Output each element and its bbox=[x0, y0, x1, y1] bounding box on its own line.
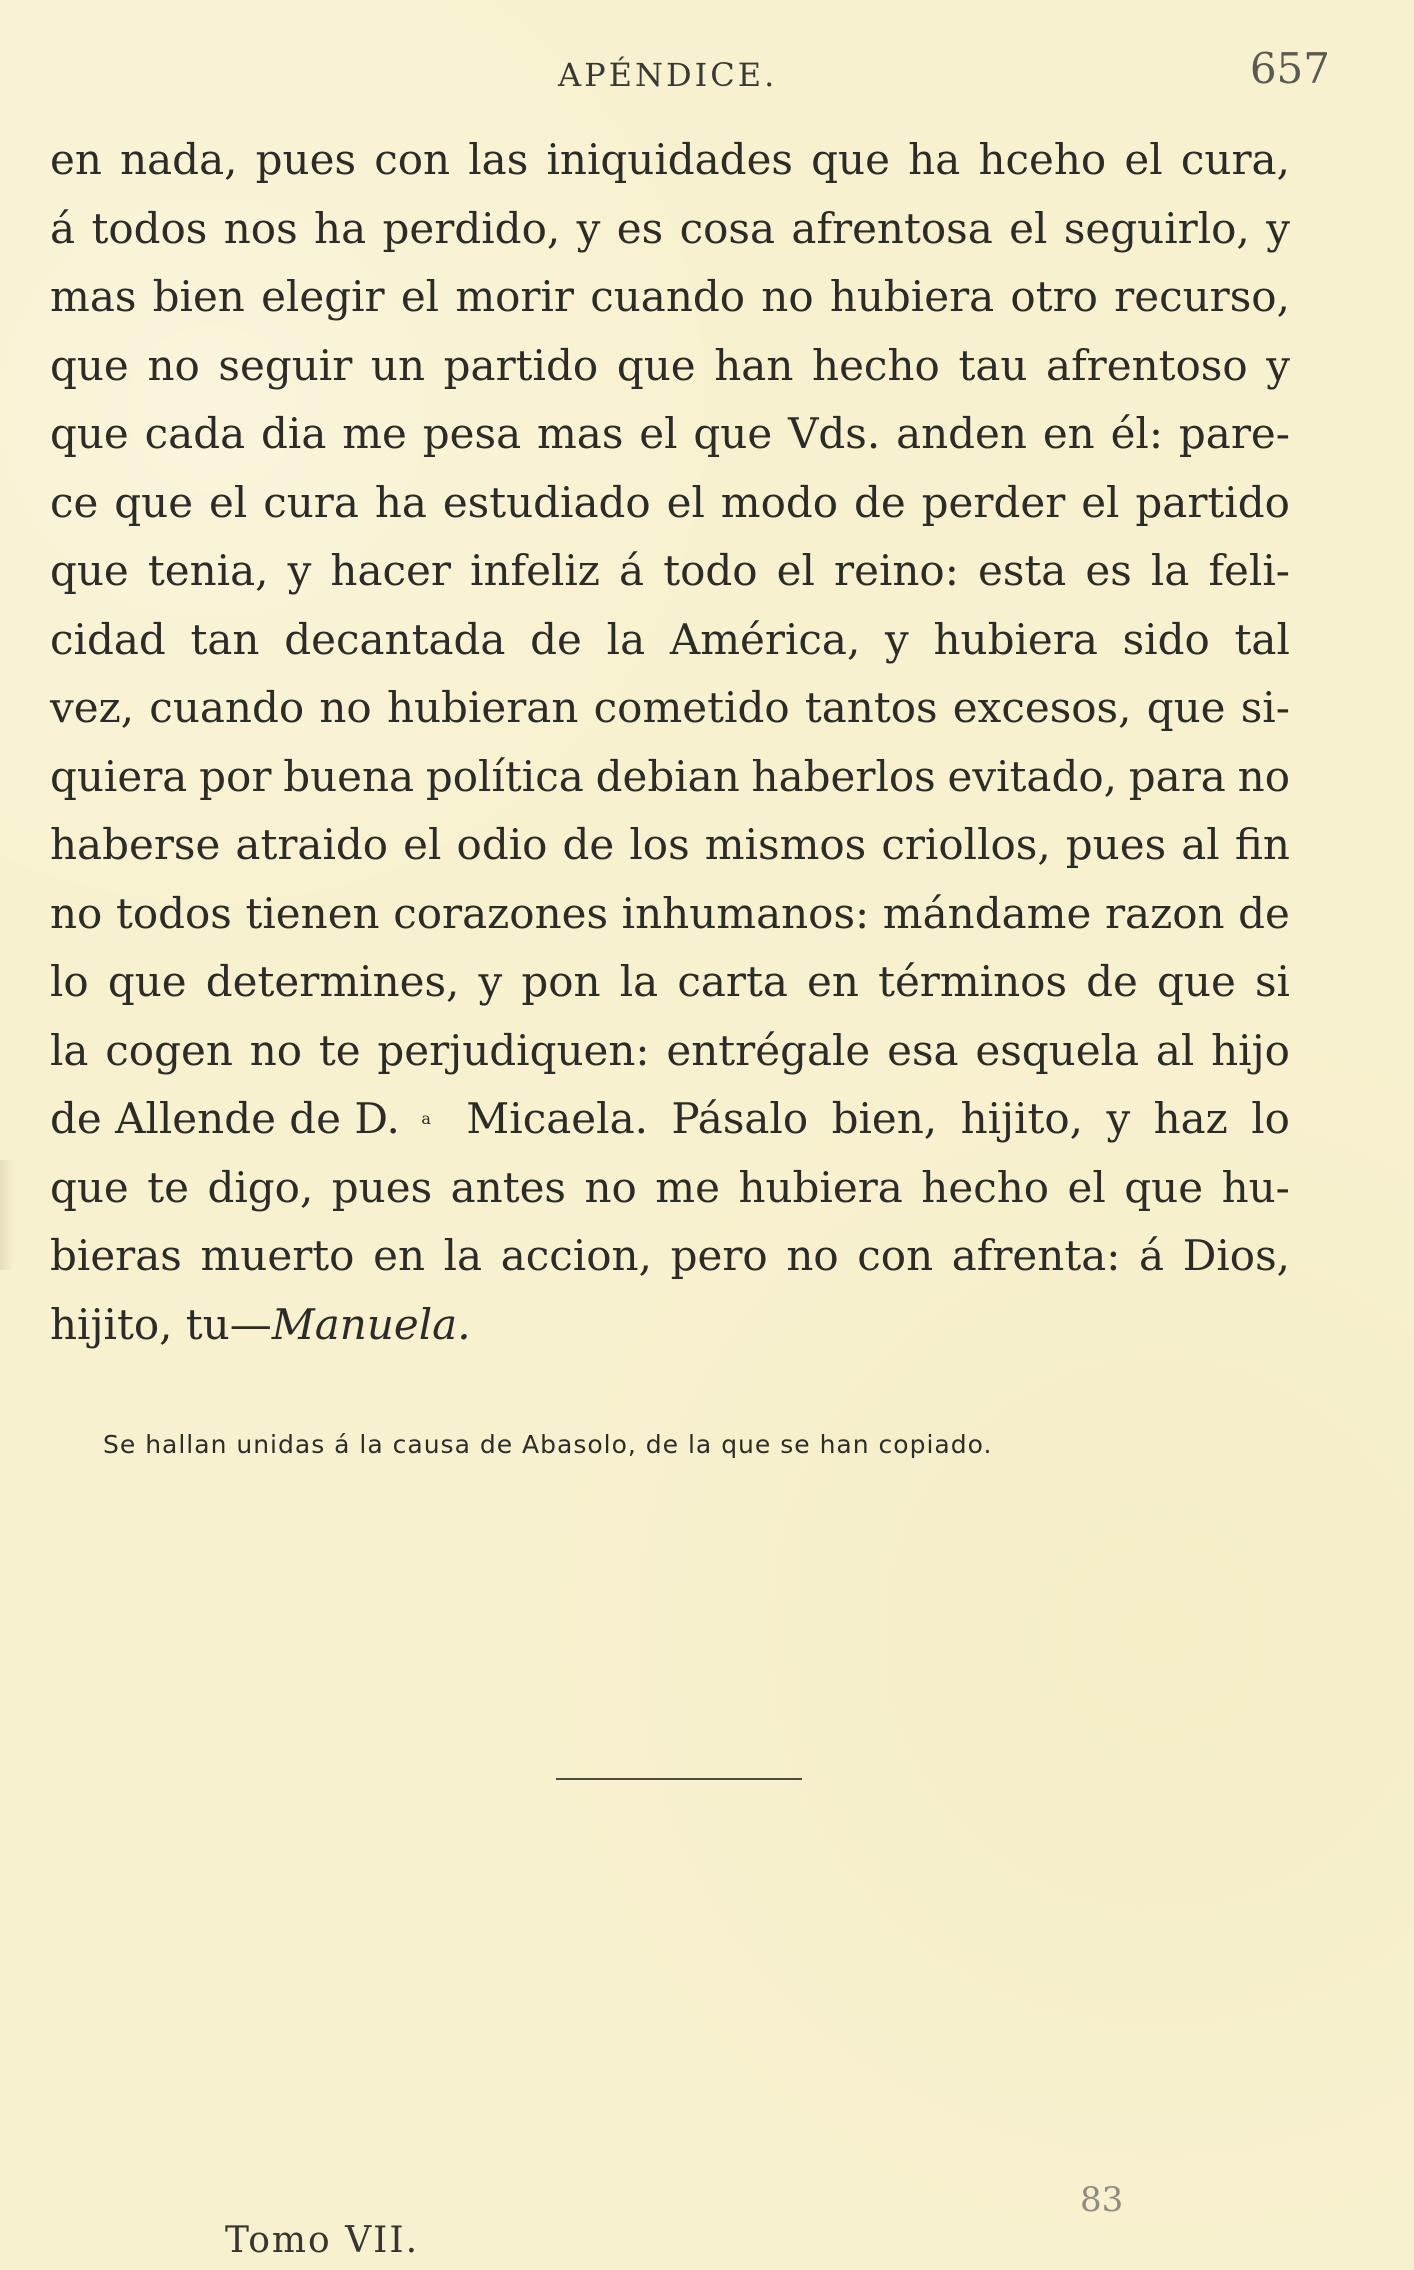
body-word: es bbox=[1085, 546, 1132, 595]
body-word: que bbox=[50, 1162, 129, 1212]
body-line bbox=[50, 126, 1290, 195]
body-word: de bbox=[530, 614, 582, 664]
body-word: inhumanos: bbox=[621, 888, 870, 938]
body-word: lo bbox=[1251, 1094, 1290, 1143]
body-word: y bbox=[478, 957, 503, 1006]
body-word: los bbox=[629, 820, 690, 869]
body-word: él: bbox=[1110, 409, 1164, 458]
body-word: el bbox=[639, 409, 678, 458]
body-word: Pásalo bbox=[671, 1094, 809, 1143]
body-word: no bbox=[147, 340, 200, 390]
body-word: todo bbox=[663, 546, 758, 595]
body-word: no bbox=[761, 272, 814, 321]
body-word: muerto bbox=[200, 1231, 355, 1280]
body-word: hceho bbox=[978, 135, 1107, 184]
body-word: y bbox=[1266, 340, 1290, 390]
body-word: me bbox=[655, 1162, 720, 1212]
body-word: hubiera bbox=[829, 272, 995, 321]
body-word: seguirlo, bbox=[1063, 203, 1250, 253]
body-word: pues bbox=[1065, 820, 1167, 869]
superscript-a: a bbox=[421, 1109, 431, 1128]
body-word: ha bbox=[908, 135, 961, 184]
body-word: con bbox=[374, 135, 451, 184]
body-word: buena bbox=[283, 751, 415, 801]
volume-label: Tomo VII. bbox=[225, 2220, 420, 2261]
body-word: y bbox=[287, 546, 312, 595]
running-title: APÉNDICE. bbox=[558, 56, 778, 94]
body-word: cometido bbox=[593, 683, 790, 732]
body-word: el bbox=[1124, 135, 1163, 184]
body-word: á bbox=[50, 203, 76, 253]
body-word: bien, bbox=[831, 1094, 938, 1143]
body-word: afrentoso bbox=[1046, 340, 1248, 390]
body-word: que bbox=[50, 340, 129, 390]
body-word: ha bbox=[374, 477, 427, 527]
body-word: iniquidades bbox=[546, 135, 793, 184]
body-word: tenia, bbox=[147, 546, 269, 595]
body-line bbox=[50, 332, 1290, 401]
body-word: la bbox=[1150, 546, 1190, 595]
body-word: lo bbox=[50, 957, 89, 1006]
body-word: no bbox=[249, 1025, 303, 1075]
body-word: todos bbox=[91, 203, 208, 253]
body-line bbox=[50, 743, 1290, 812]
body-line bbox=[50, 606, 1290, 675]
body-word: á bbox=[1139, 1231, 1165, 1280]
signature-name: Manuela. bbox=[271, 1299, 471, 1349]
body-word: hacer bbox=[330, 546, 451, 595]
body-word: pues bbox=[331, 1162, 433, 1212]
body-line bbox=[50, 400, 1290, 469]
body-word: es bbox=[616, 203, 664, 253]
body-word: digo, bbox=[207, 1162, 314, 1212]
body-word: y bbox=[1106, 1094, 1131, 1143]
body-word: en bbox=[50, 135, 102, 184]
body-word: corazones bbox=[393, 888, 609, 938]
body-word: afrenta: bbox=[951, 1231, 1121, 1280]
body-word: hecho bbox=[812, 340, 940, 390]
body-word: si- bbox=[1240, 683, 1290, 732]
page-header bbox=[0, 44, 1414, 114]
body-word: esa bbox=[887, 1025, 959, 1075]
body-word: morir bbox=[455, 272, 575, 321]
body-word: hu- bbox=[1221, 1162, 1290, 1212]
body-word: determines, bbox=[205, 957, 460, 1006]
body-line bbox=[50, 811, 1290, 880]
body-word: quiera bbox=[50, 751, 188, 801]
body-word: con bbox=[857, 1231, 934, 1280]
body-word: perdido, bbox=[382, 203, 561, 253]
body-word: haz bbox=[1153, 1094, 1228, 1143]
body-word: en bbox=[373, 1231, 425, 1280]
body-word: no bbox=[50, 888, 103, 938]
body-word: y bbox=[576, 203, 601, 253]
body-word: un bbox=[370, 340, 426, 390]
body-word: la bbox=[443, 1231, 483, 1280]
body-word: tan bbox=[190, 614, 260, 664]
body-word: todos bbox=[115, 888, 232, 938]
body-word: cuando bbox=[590, 272, 746, 321]
source-note: Se hallan unidas á la causa de Abasolo, de la que se han copiado. bbox=[103, 1430, 993, 1459]
body-word: bien bbox=[152, 272, 245, 321]
body-word: afrentosa bbox=[791, 203, 993, 253]
body-word: el bbox=[666, 477, 705, 527]
signature-line bbox=[50, 1291, 1290, 1360]
body-word: criollos, bbox=[881, 820, 1051, 869]
body-word: debian bbox=[595, 751, 740, 801]
body-word: el bbox=[1067, 1162, 1106, 1212]
body-word: el bbox=[403, 820, 442, 869]
body-word: accion, bbox=[500, 1231, 652, 1280]
body-word: no bbox=[584, 1162, 637, 1212]
page-edge-shadow bbox=[0, 1160, 14, 1270]
body-word: de bbox=[562, 820, 615, 869]
body-word: pesa bbox=[422, 409, 522, 458]
body-word: el bbox=[400, 272, 440, 321]
letter-body bbox=[50, 126, 1290, 1359]
body-word: entrégale bbox=[666, 1025, 871, 1075]
body-word: otro bbox=[1010, 272, 1098, 321]
body-word: tau bbox=[958, 340, 1028, 390]
body-line-17 bbox=[50, 1222, 1290, 1291]
body-line-16 bbox=[50, 1154, 1290, 1223]
body-word: mándame bbox=[882, 888, 1092, 938]
body-word: Micaela. bbox=[466, 1094, 648, 1143]
body-word: mas bbox=[536, 409, 624, 458]
body-word: cogen bbox=[105, 1025, 233, 1075]
body-word: que bbox=[1146, 683, 1226, 732]
body-word: evitado, bbox=[947, 751, 1117, 801]
body-word: tienen bbox=[245, 888, 380, 938]
body-word: cidad bbox=[50, 614, 166, 664]
body-word: América, bbox=[669, 614, 861, 664]
body-word: por bbox=[199, 751, 272, 801]
body-word: que bbox=[50, 409, 129, 458]
body-word: que bbox=[693, 409, 773, 458]
body-word: á bbox=[619, 546, 645, 595]
body-word: pero bbox=[670, 1231, 768, 1280]
body-word: Dios, bbox=[1182, 1231, 1290, 1280]
body-word: anden bbox=[896, 409, 1027, 458]
body-word: estudiado bbox=[442, 477, 651, 527]
body-word: que bbox=[1157, 957, 1236, 1006]
body-word: ce bbox=[50, 477, 99, 527]
body-line bbox=[50, 948, 1290, 1017]
body-word: que bbox=[107, 957, 187, 1006]
body-line-with-superscript bbox=[50, 1085, 1290, 1154]
body-word: que bbox=[616, 340, 696, 390]
body-word: de bbox=[1086, 957, 1138, 1006]
body-word: hecho bbox=[921, 1162, 1050, 1212]
body-line bbox=[50, 880, 1290, 949]
body-word: han bbox=[714, 340, 794, 390]
body-word: y bbox=[885, 614, 909, 664]
body-word: que bbox=[50, 546, 129, 595]
body-line bbox=[50, 469, 1290, 538]
body-word: me bbox=[342, 409, 407, 458]
body-word: la bbox=[50, 1025, 89, 1075]
body-word: el bbox=[1009, 203, 1048, 253]
body-word: te bbox=[147, 1162, 189, 1212]
body-word: la bbox=[619, 957, 659, 1006]
body-word: no bbox=[319, 683, 372, 732]
body-line bbox=[50, 1017, 1290, 1086]
body-word: que bbox=[811, 135, 890, 184]
body-word: recurso, bbox=[1114, 272, 1290, 321]
body-line bbox=[50, 537, 1290, 606]
body-word: perder bbox=[921, 477, 1066, 527]
body-word: no bbox=[786, 1231, 839, 1280]
body-line bbox=[50, 674, 1290, 743]
body-word: el bbox=[209, 477, 248, 527]
body-word: atraido bbox=[235, 820, 389, 869]
body-word: al bbox=[1155, 1025, 1195, 1075]
body-word: nada, bbox=[120, 135, 238, 184]
body-word: antes bbox=[450, 1162, 566, 1212]
body-word: tantos bbox=[804, 683, 938, 732]
body-line bbox=[50, 195, 1290, 264]
body-word: pare- bbox=[1178, 409, 1290, 458]
body-word: perjudiquen: bbox=[377, 1025, 650, 1075]
body-word: para bbox=[1128, 751, 1226, 801]
body-word: hubiera bbox=[738, 1162, 903, 1212]
body-word: bieras bbox=[50, 1231, 182, 1280]
body-word: partido bbox=[443, 340, 599, 390]
body-word: reino: bbox=[834, 546, 959, 595]
body-word: elegir bbox=[261, 272, 385, 321]
body-word: haberlos bbox=[751, 751, 936, 801]
body-line bbox=[50, 263, 1290, 332]
body-word: cada bbox=[144, 409, 246, 458]
body-word: ha bbox=[314, 203, 367, 253]
body-word: en bbox=[1042, 409, 1095, 458]
signature-prefix: hijito, tu— bbox=[50, 1299, 272, 1349]
body-word: el bbox=[1081, 477, 1120, 527]
page-number: 657 bbox=[1249, 44, 1330, 93]
body-word: hubieran bbox=[386, 683, 579, 732]
body-word: cura, bbox=[1180, 135, 1290, 184]
body-word: pues bbox=[255, 135, 357, 184]
body-word: hijito, bbox=[960, 1094, 1084, 1143]
body-word: sido bbox=[1122, 614, 1210, 664]
signature-mark: 83 bbox=[1080, 2180, 1124, 2220]
body-word: razon bbox=[1104, 888, 1225, 938]
body-word: de bbox=[1238, 888, 1290, 938]
body-word: cura bbox=[263, 477, 359, 527]
body-word: carta bbox=[677, 957, 788, 1006]
body-word: mismos bbox=[704, 820, 867, 869]
body-word: vez, bbox=[50, 683, 135, 732]
body-word: haberse bbox=[50, 820, 221, 869]
body-word: nos bbox=[223, 203, 298, 253]
body-word: que bbox=[114, 477, 194, 527]
body-word: no bbox=[1237, 751, 1290, 801]
body-word: fin bbox=[1234, 820, 1290, 869]
body-word: mas bbox=[50, 272, 137, 321]
body-word: partido bbox=[1135, 477, 1290, 527]
line-15-before-superscript: de Allende de D. bbox=[50, 1094, 400, 1143]
body-word: excesos, bbox=[952, 683, 1132, 732]
body-word: de bbox=[854, 477, 906, 527]
body-word: modo bbox=[720, 477, 839, 527]
body-word: cuando bbox=[149, 683, 305, 732]
body-word: la bbox=[606, 614, 646, 664]
body-word: odio bbox=[456, 820, 548, 869]
section-divider bbox=[556, 1778, 802, 1780]
body-word: te bbox=[318, 1025, 361, 1075]
body-word: y bbox=[1266, 203, 1290, 253]
body-word: esquela bbox=[975, 1025, 1140, 1075]
body-word: hijo bbox=[1211, 1025, 1290, 1075]
body-word: que bbox=[1124, 1162, 1204, 1212]
body-word: feli- bbox=[1208, 546, 1290, 595]
body-word: en bbox=[807, 957, 859, 1006]
body-word: dia bbox=[261, 409, 327, 458]
body-word: tal bbox=[1234, 614, 1290, 664]
body-word: política bbox=[425, 751, 584, 801]
body-word: hubiera bbox=[933, 614, 1098, 664]
body-word: Vds. bbox=[788, 409, 881, 458]
body-word: cosa bbox=[679, 203, 775, 253]
body-word: el bbox=[776, 546, 815, 595]
body-word: las bbox=[468, 135, 529, 184]
body-word: decantada bbox=[284, 614, 506, 664]
body-word: pon bbox=[521, 957, 601, 1006]
body-word: si bbox=[1254, 957, 1290, 1006]
body-word: términos bbox=[878, 957, 1068, 1006]
body-word: esta bbox=[977, 546, 1067, 595]
body-word: al bbox=[1181, 820, 1220, 869]
body-word: infeliz bbox=[470, 546, 600, 595]
body-word: seguir bbox=[218, 340, 353, 390]
